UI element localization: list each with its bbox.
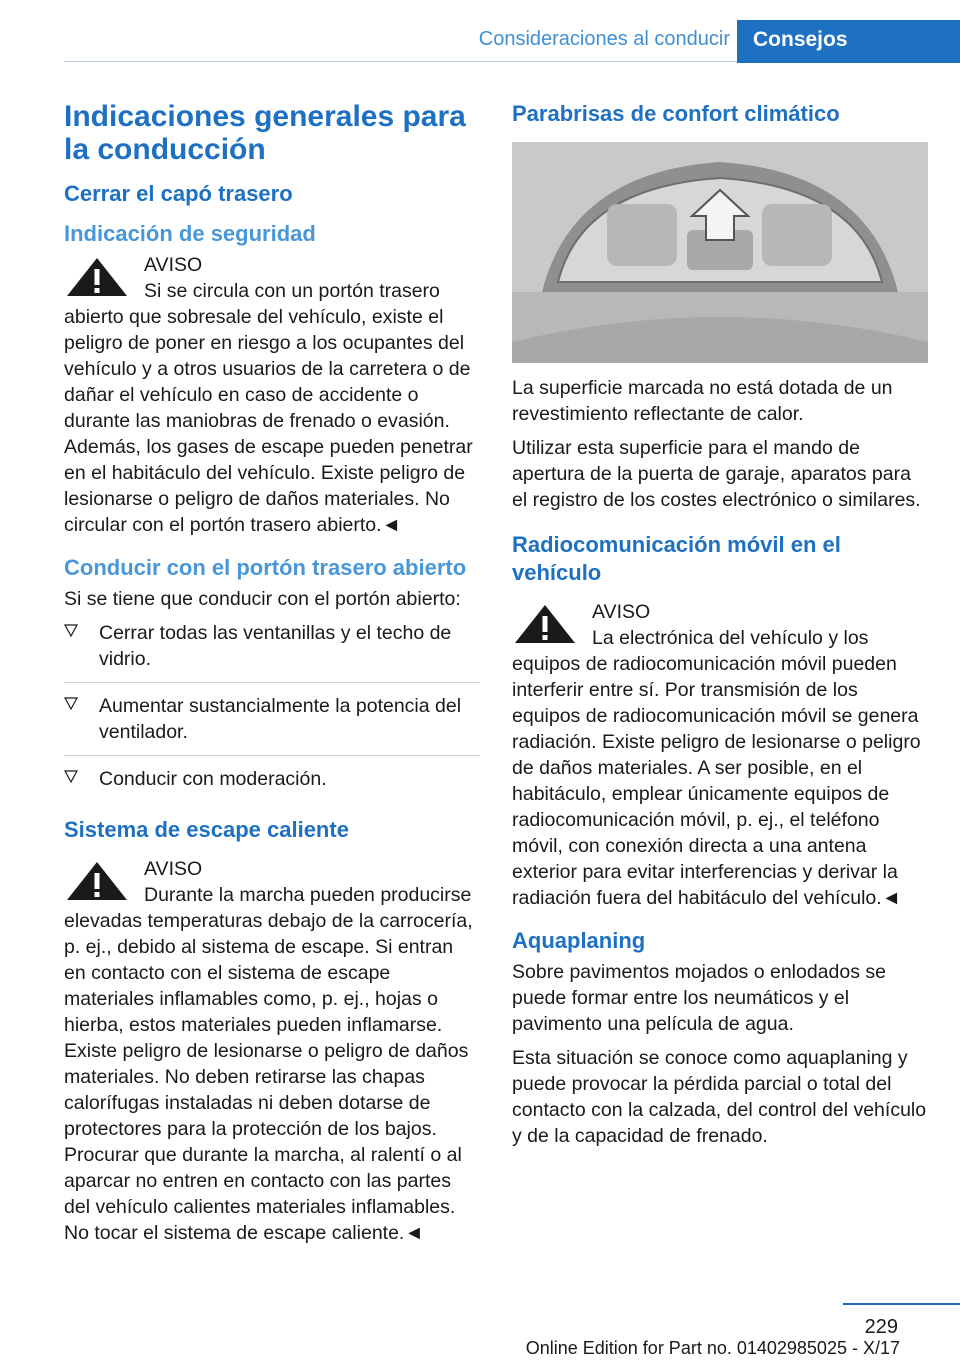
header-tab: Consejos [737, 20, 960, 63]
triangle-bullet-icon [64, 770, 78, 784]
warning-triangle-icon [64, 860, 130, 902]
list-item: Cerrar todas las ventanillas y el techo de vidrio. [64, 620, 480, 683]
warning-label: AVISO [144, 858, 203, 880]
page-header [0, 0, 960, 64]
windshield-photo [512, 142, 928, 363]
heading-conducir: Conducir con el portón trasero abierto [64, 555, 467, 580]
paragraph: Esta situación se conoce como aquaplaning y puede provocar la pérdida parcial o total del contacto con la calzada, del control del vehículo y de la capacidad de frenado. [512, 1047, 927, 1147]
heading-parabrisas: Parabrisas de confort climático [512, 101, 840, 126]
warning-block [64, 856, 480, 1246]
warning-triangle-icon [64, 256, 130, 298]
footer-rule [843, 1303, 960, 1305]
bullet-list [64, 620, 480, 802]
page-title: Indicaciones generales para la conducción [64, 100, 466, 166]
page-number: 229 [864, 1316, 898, 1338]
warning-text: Si se circula con un portón trasero abierto que sobresale del vehículo, existe el peligro de poner en riesgo a los ocupantes del vehículo y a otros usuarios de la carretera o de dañar el vehículo en caso de accidente o durante las maniobras de frenado o evasión. Además, los gases de escape pueden penetrar en el habitáculo del vehículo. Existe peligro de lesionarse o peligro de daños materiales. No circular con el portón trasero abierto.◄ [64, 280, 473, 536]
heading-aquaplaning: Aquaplaning [512, 928, 646, 953]
warning-triangle-icon [512, 603, 578, 645]
paragraph: Utilizar esta superficie para el mando de apertura de la puerta de garaje, aparatos para el registro de los costes electrónico o similares. [512, 437, 921, 511]
triangle-bullet-icon [64, 697, 78, 711]
warning-text: La electrónica del vehículo y los equipos de radiocomunicación móvil pueden interferir entre sí. Por transmisión de los equipos de radiocomunicación móvil se genera radiación. Existe peligro de lesionarse o peligro de daños materiales. A ser posible, en el habitáculo, emplear únicamente equipos de radiocomunicación móvil, p. ej., el teléfono móvil, con conexión directa a una antena exterior para evitar interferencias y derivar la radiación fuera del habitáculo del vehículo.◄ [512, 627, 921, 909]
paragraph: La superficie marcada no está dotada de un revestimiento reflectante de calor. [512, 377, 893, 425]
right-column [512, 100, 928, 1157]
warning-block [512, 599, 928, 911]
edition-note: Online Edition for Part no. 01402985025 - X/17 [525, 1338, 900, 1358]
heading-seguridad: Indicación de seguridad [64, 221, 316, 246]
list-item: Aumentar sustancialmente la potencia del ventilador. [64, 693, 480, 756]
heading-radio: Radiocomunicación móvil en el vehículo [512, 532, 841, 585]
heading-capo: Cerrar el capó trasero [64, 181, 293, 206]
header-rule [64, 61, 737, 62]
paragraph: Sobre pavimentos mojados o enlodados se puede formar entre los neumáticos y el pavimento una película de agua. [512, 961, 886, 1035]
triangle-bullet-icon [64, 624, 78, 638]
warning-label: AVISO [144, 254, 203, 276]
warning-block [64, 252, 480, 538]
warning-text: Durante la marcha pueden producirse elevadas temperaturas debajo de la carrocería, p. ej., debido al sistema de escape. Si entran en contacto con el sistema de escape materiales inflamables como, p. ej., hojas o hierba, estos materiales pueden inflamarse. Existe peligro de lesionarse o peligro de daños materiales. No deben retirarse las chapas calorífugas instaladas ni deben dotarse de protectores para la protección de los bajos. Procurar que durante la marcha, al ralentí o al aparcar no entren en contacto con las partes del vehículo calientes materiales inflamables. No tocar el sistema de escape caliente.◄ [64, 884, 473, 1244]
header-section: Consideraciones al conducir [478, 28, 730, 50]
warning-label: AVISO [592, 601, 651, 623]
heading-escape: Sistema de escape caliente [64, 817, 349, 842]
list-item: Conducir con moderación. [64, 766, 480, 802]
left-column [64, 100, 480, 1262]
intro-text: Si se tiene que conducir con el portón abierto: [64, 588, 461, 610]
